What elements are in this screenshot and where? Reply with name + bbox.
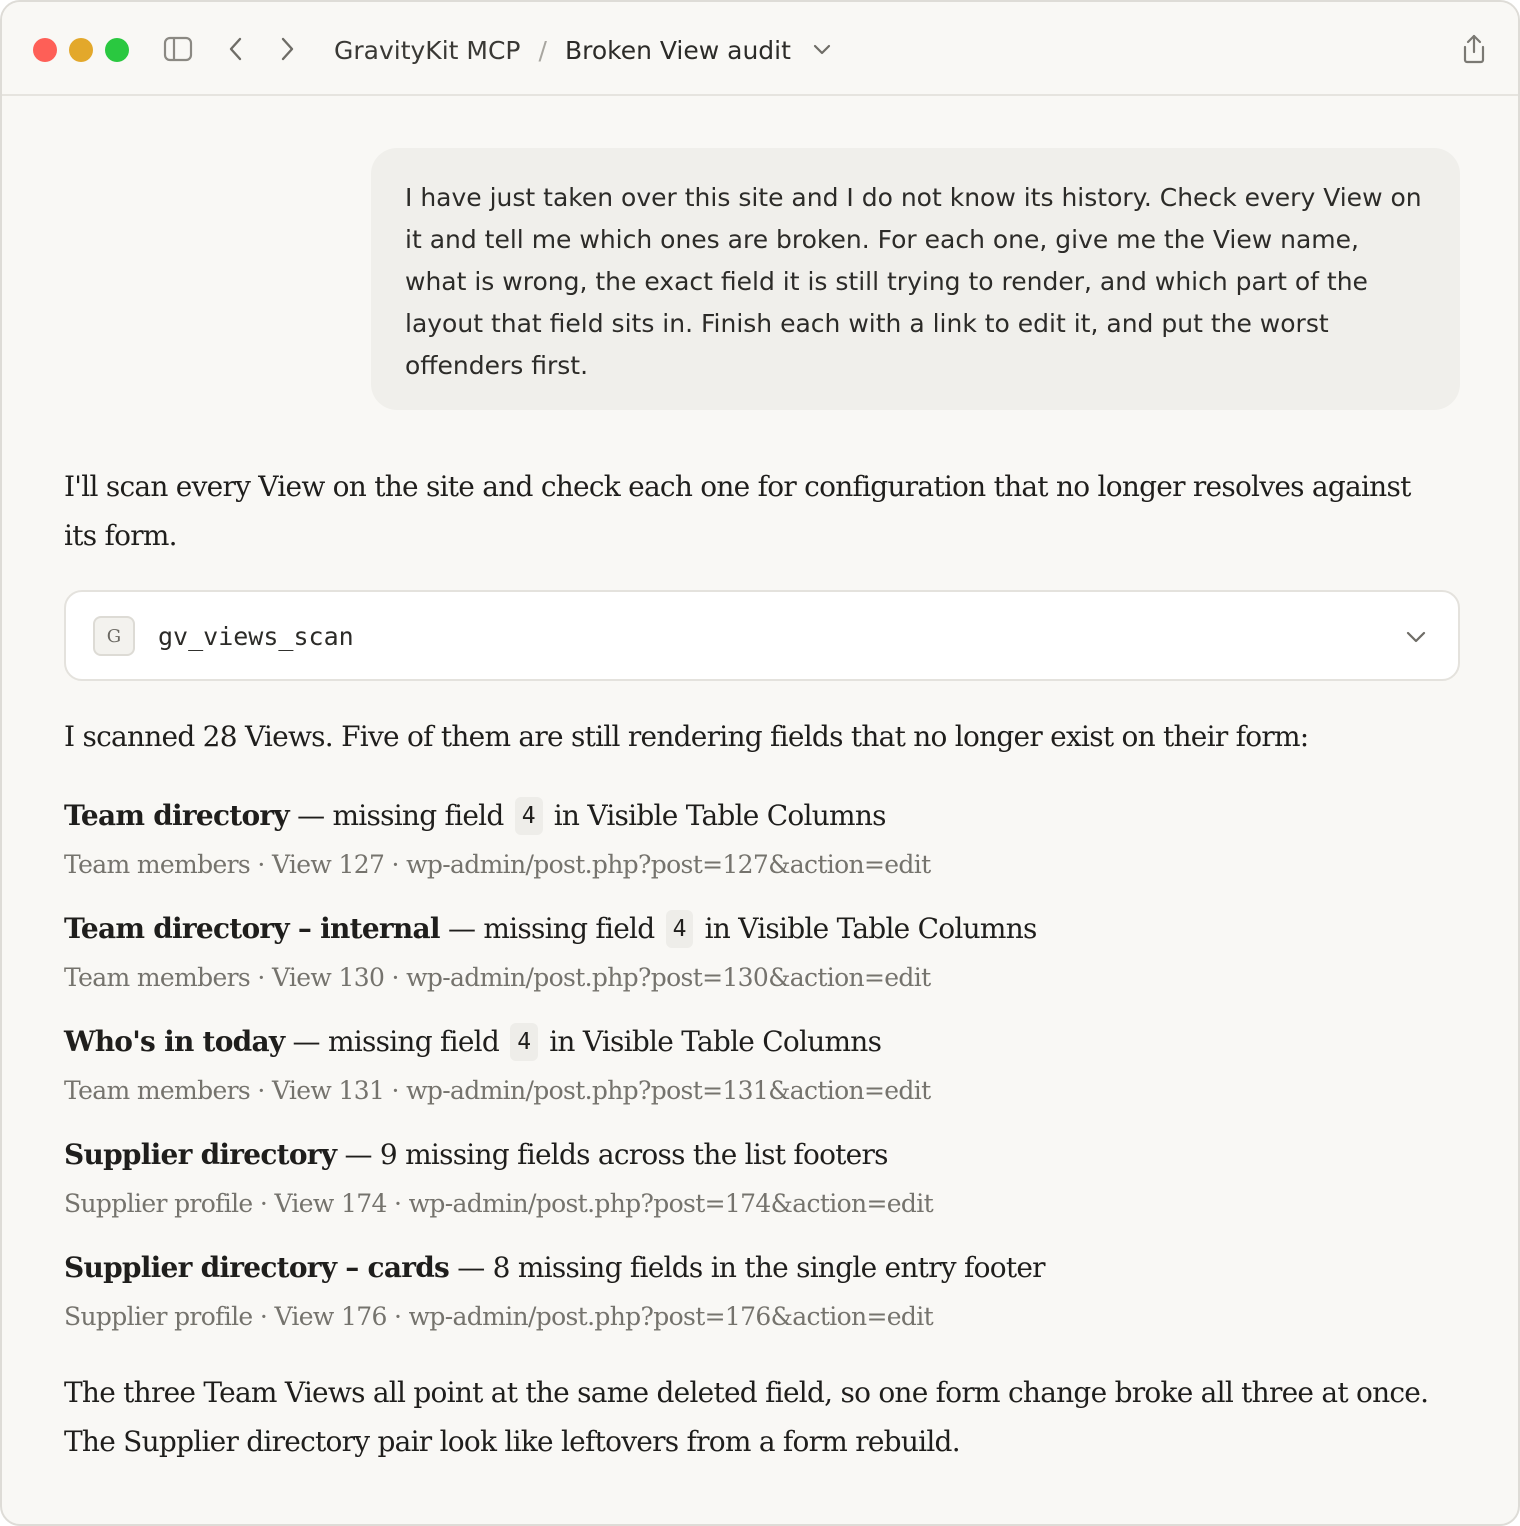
field-id-code: 4	[510, 1023, 538, 1061]
breadcrumb-project[interactable]: GravityKit MCP	[334, 35, 521, 65]
chevron-left-icon[interactable]	[224, 34, 248, 64]
tool-badge: G	[93, 616, 135, 656]
finding-meta[interactable]: Team members · View 131 · wp-admin/post.php?post=131&action=edit	[64, 1076, 931, 1105]
view-name: Team directory	[64, 799, 289, 832]
conversation-title[interactable]: Broken View audit	[564, 35, 791, 65]
chevron-down-icon[interactable]	[1405, 622, 1429, 652]
breadcrumb-separator: /	[538, 35, 547, 65]
assistant-conclusion: The three Team Views all point at the same deleted field, so one form change broke all three at once. The Supplier directory pair look like leftovers from a form rebuild.	[64, 1376, 1429, 1458]
field-id-code: 4	[515, 797, 543, 835]
finding-issue: — missing field	[439, 912, 663, 945]
finding-title	[64, 1130, 1464, 1179]
finding-meta[interactable]: Supplier profile · View 176 · wp-admin/post.php?post=176&action=edit	[64, 1302, 934, 1331]
sidebar-toggle-icon[interactable]	[162, 34, 194, 64]
finding-item	[64, 791, 1464, 889]
finding-location: in Visible Table Columns	[541, 1025, 882, 1058]
finding-title	[64, 904, 1464, 953]
close-window-button[interactable]	[33, 38, 57, 62]
view-name: Supplier directory – cards	[64, 1251, 450, 1284]
finding-item	[64, 904, 1464, 1002]
breadcrumb	[334, 28, 831, 72]
finding-issue: — missing field	[288, 799, 512, 832]
finding-location: in Visible Table Columns	[696, 912, 1037, 945]
share-icon[interactable]	[1459, 32, 1489, 66]
finding-meta[interactable]: Team members · View 127 · wp-admin/post.php?post=127&action=edit	[64, 850, 931, 879]
finding-issue: — 8 missing fields in the single entry footer	[449, 1251, 1045, 1284]
finding-location: in Visible Table Columns	[545, 799, 886, 832]
view-name: Who's in today	[64, 1025, 285, 1058]
zoom-window-button[interactable]	[105, 38, 129, 62]
assistant-intro: I'll scan every View on the site and check each one for configuration that no longer resolves against its form.	[64, 470, 1411, 552]
finding-meta[interactable]: Supplier profile · View 174 · wp-admin/post.php?post=174&action=edit	[64, 1189, 934, 1218]
view-name: Supplier directory	[64, 1138, 337, 1171]
scan-summary: I scanned 28 Views. Five of them are still rendering fields that no longer exist on their form:	[64, 720, 1309, 753]
title-bar	[2, 2, 1518, 96]
finding-item	[64, 1130, 1464, 1228]
view-name: Team directory – internal	[64, 912, 440, 945]
minimize-window-button[interactable]	[69, 38, 93, 62]
field-id-code: 4	[666, 910, 694, 948]
finding-issue: — 9 missing fields across the list footers	[336, 1138, 888, 1171]
chevron-right-icon[interactable]	[275, 34, 299, 64]
user-message: I have just taken over this site and I do not know its history. Check every View on it and tell me which ones are broken. For each one, give me the View name, what is wrong, the exact field it is still trying to render, and which part of the layout that field sits in. Finish each with a link to edit it, and put the worst offenders first.	[371, 148, 1460, 410]
tool-call-card[interactable]	[64, 590, 1460, 681]
finding-title	[64, 1017, 1464, 1066]
chevron-down-icon[interactable]	[813, 44, 831, 56]
tool-name: gv_views_scan	[158, 621, 354, 651]
finding-item	[64, 1017, 1464, 1115]
finding-meta[interactable]: Team members · View 130 · wp-admin/post.php?post=130&action=edit	[64, 963, 931, 992]
finding-issue: — missing field	[284, 1025, 508, 1058]
finding-title	[64, 1243, 1464, 1292]
finding-item	[64, 1243, 1464, 1341]
finding-title	[64, 791, 1464, 840]
